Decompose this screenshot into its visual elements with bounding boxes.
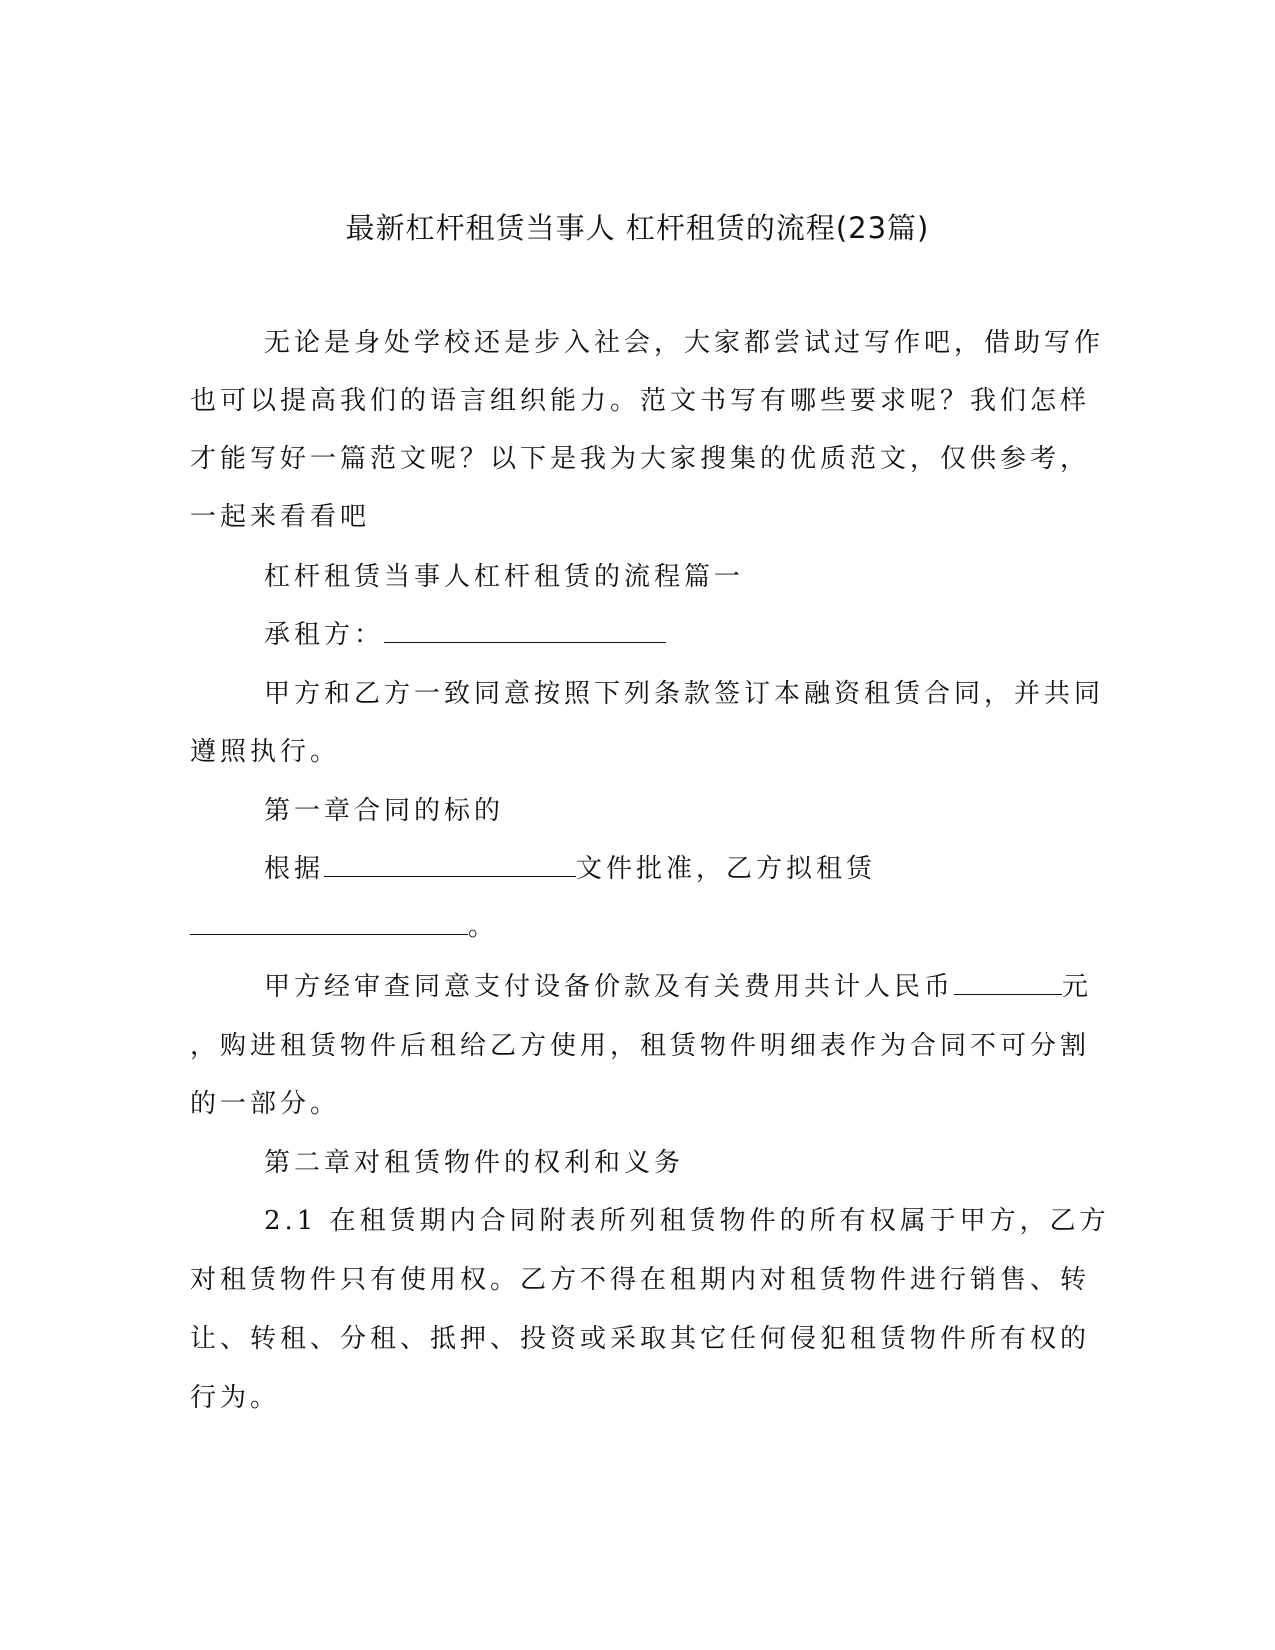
clause-2-1-line-1 bbox=[264, 1200, 1164, 1237]
agreement-line-1: 甲方和乙方一致同意按照下列条款签订本融资租赁合同，并共同 bbox=[264, 679, 1105, 709]
clause-2-1-line-4: 行为。 bbox=[190, 1383, 281, 1413]
agreement-line-2: 遵照执行。 bbox=[190, 737, 341, 767]
lessee-line bbox=[264, 614, 1164, 651]
payment-unit: 元 bbox=[1062, 972, 1093, 1002]
chapter-1-heading: 第一章合同的标的 bbox=[264, 796, 505, 826]
intro-line-4: 一起来看看吧 bbox=[190, 502, 371, 532]
intro-line-1: 无论是身处学校还是步入社会，大家都尝试过写作吧，借助写作 bbox=[264, 328, 1105, 358]
basis-line bbox=[264, 848, 1164, 885]
basis-line-2 bbox=[190, 906, 1090, 943]
clause-2-1-line-3: 让、转租、分租、抵押、投资或采取其它任何侵犯租赁物件所有权的 bbox=[190, 1324, 1091, 1354]
clause-text: 在租赁期内合同附表所列租赁物件的所有权属于甲方，乙方 bbox=[317, 1206, 1110, 1236]
lessee-label: 承租方： bbox=[264, 620, 385, 650]
clause-number: 2.1 bbox=[264, 1206, 318, 1236]
lessee-blank bbox=[384, 616, 666, 643]
payment-line-2: ，购进租赁物件后租给乙方使用，租赁物件明细表作为合同不可分割 bbox=[190, 1031, 1091, 1061]
section-heading: 杠杆租赁当事人杠杆租赁的流程篇一 bbox=[264, 562, 745, 592]
intro-line-2: 也可以提高我们的语言组织能力。范文书写有哪些要求呢？我们怎样 bbox=[190, 386, 1091, 416]
payment-line-3: 的一部分。 bbox=[190, 1089, 341, 1119]
chapter-2-heading: 第二章对租赁物件的权利和义务 bbox=[264, 1148, 685, 1178]
basis-end: 。 bbox=[468, 912, 499, 942]
clause-2-1-line-2: 对租赁物件只有使用权。乙方不得在租期内对租赁物件进行销售、转 bbox=[190, 1265, 1091, 1295]
basis-middle: 文件批准，乙方拟租赁 bbox=[576, 854, 877, 884]
payment-line-1 bbox=[264, 966, 1164, 1003]
intro-line-3: 才能写好一篇范文呢？以下是我为大家搜集的优质范文，仅供参考， bbox=[190, 444, 1091, 474]
amount-blank bbox=[954, 968, 1062, 995]
basis-document-blank bbox=[324, 850, 576, 877]
payment-text: 甲方经审查同意支付设备价款及有关费用共计人民币 bbox=[264, 972, 955, 1002]
lease-item-blank bbox=[190, 908, 468, 935]
basis-prefix: 根据 bbox=[264, 854, 325, 884]
document-title: 最新杠杆租赁当事人 杠杆租赁的流程(23篇) bbox=[345, 211, 930, 245]
